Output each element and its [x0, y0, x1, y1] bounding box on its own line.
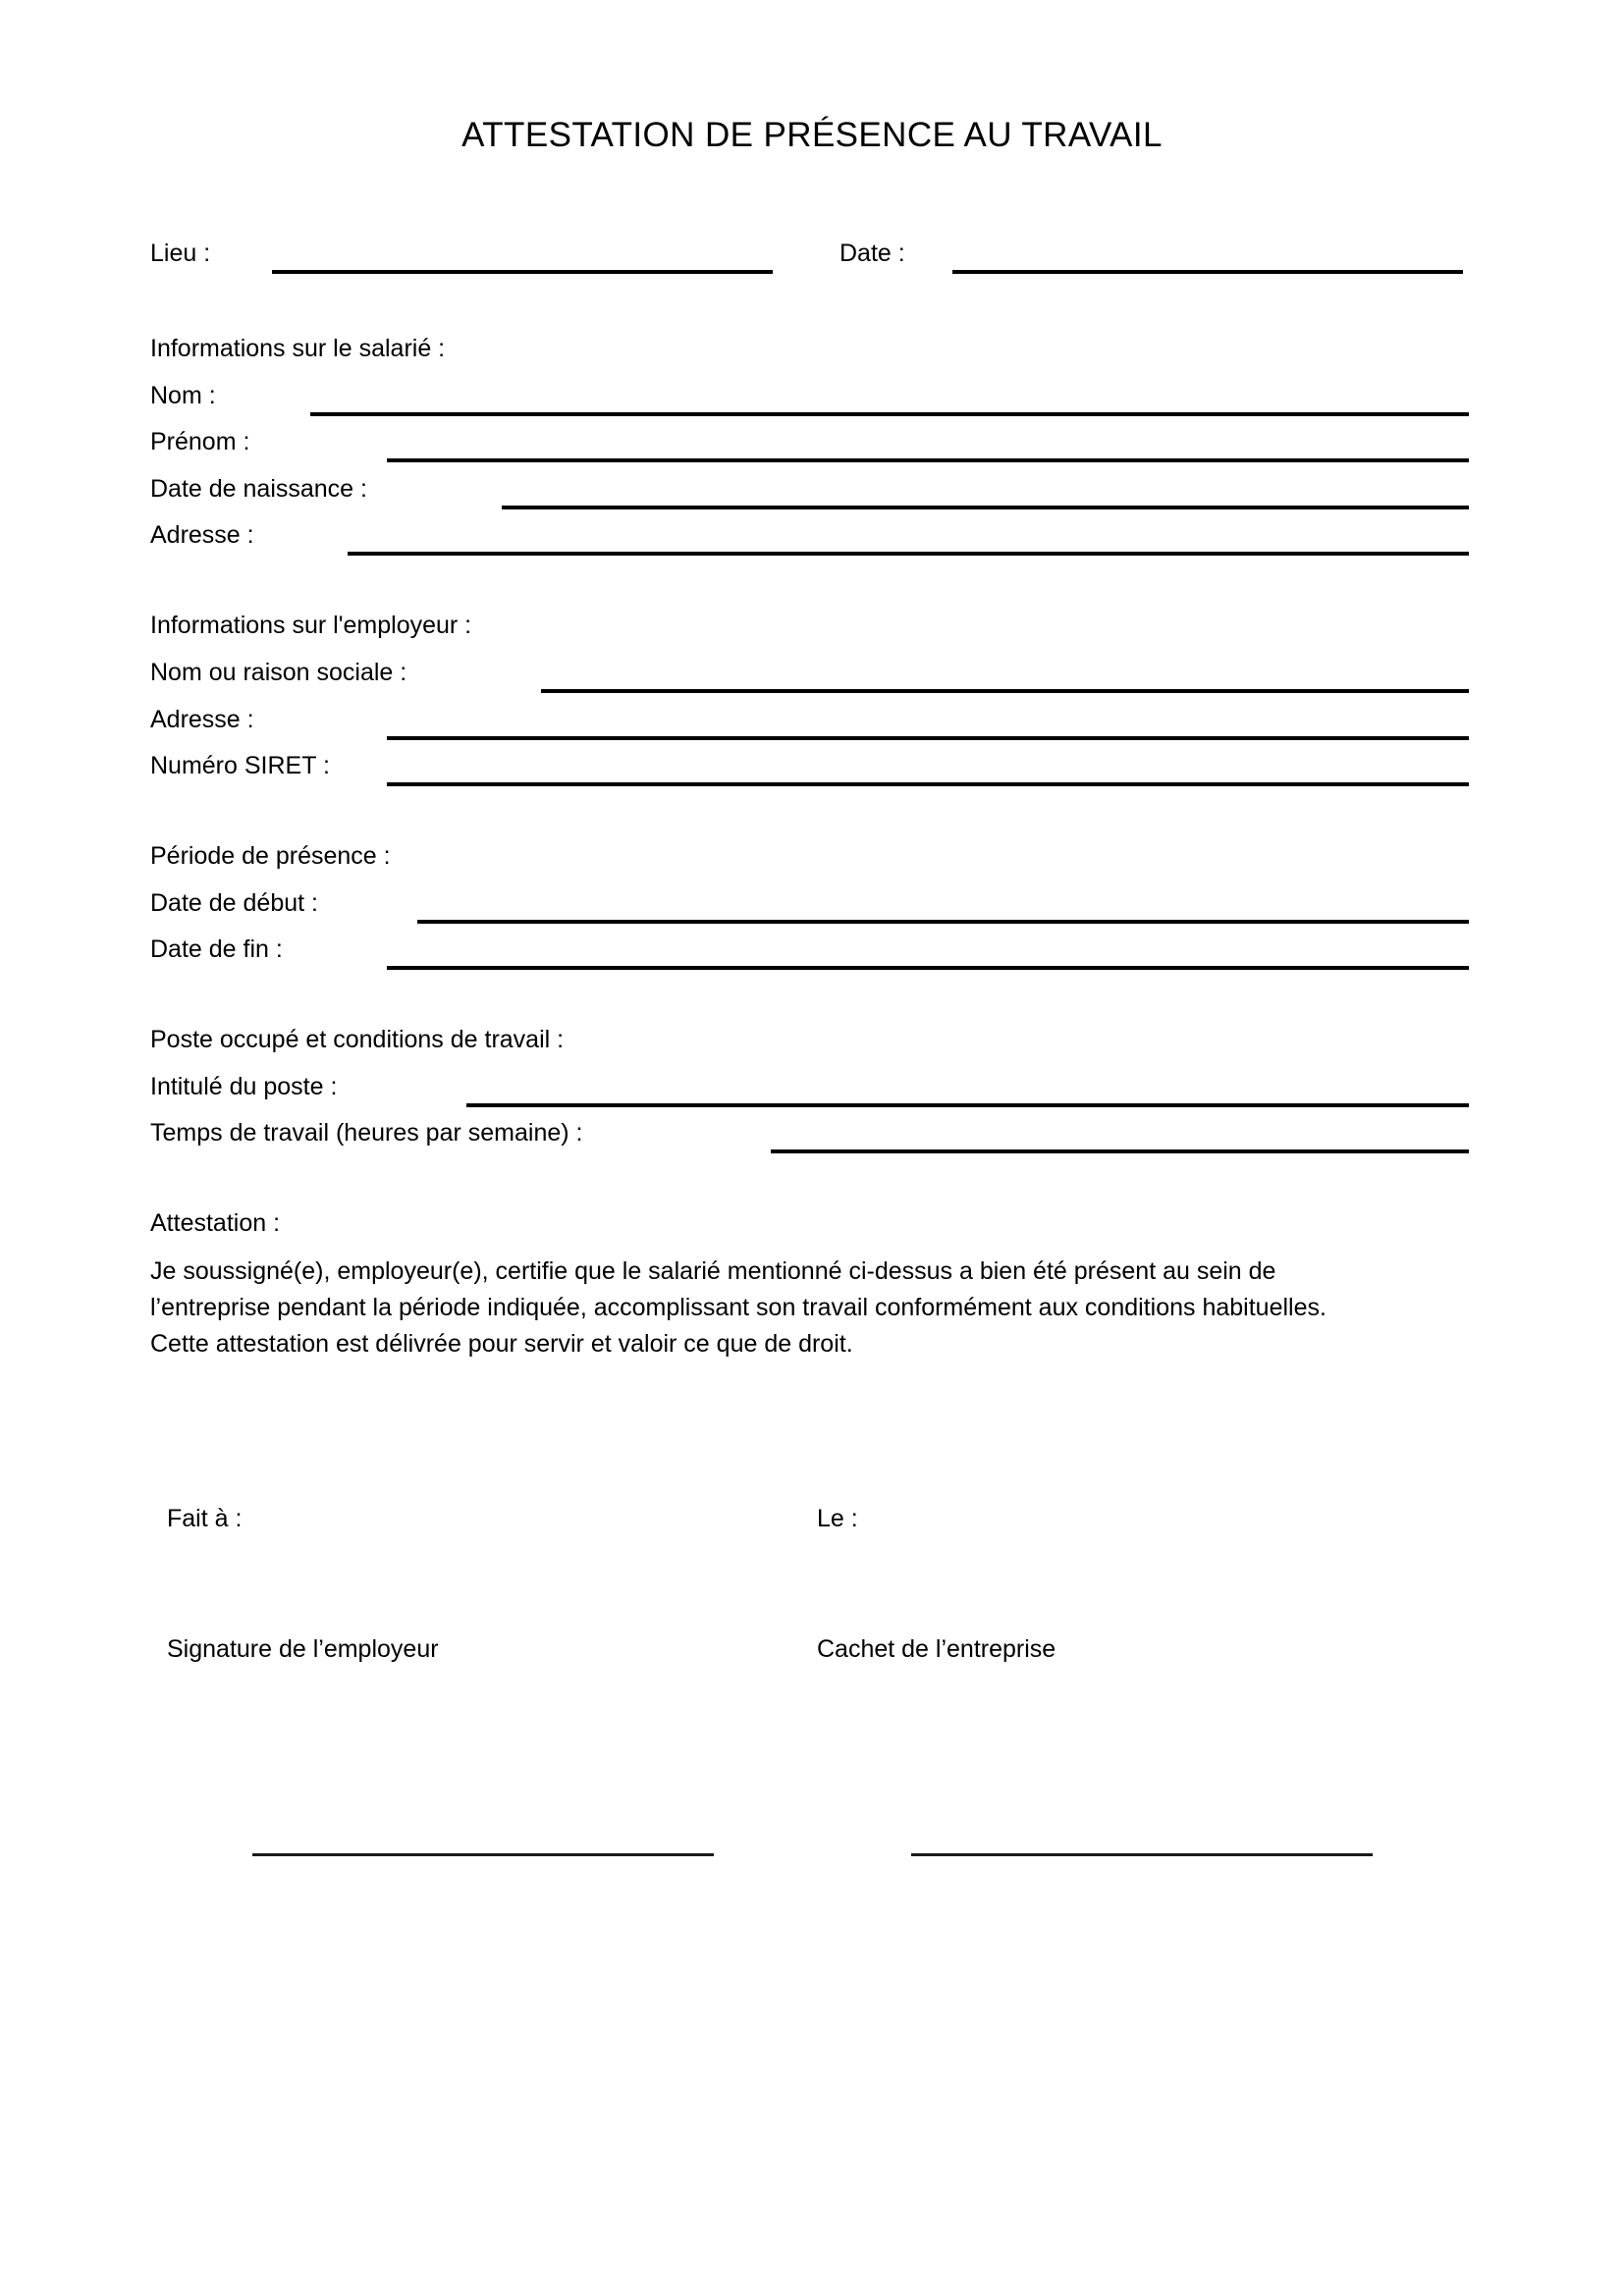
le-label: Le :: [817, 1505, 858, 1532]
employee-birthdate-label: Date de naissance :: [150, 475, 367, 503]
employer-signature-line[interactable]: [252, 1853, 714, 1856]
company-stamp-line[interactable]: [911, 1853, 1373, 1856]
employee-section-heading: Informations sur le salarié :: [150, 335, 446, 362]
employer-signature-label: Signature de l’employeur: [167, 1635, 439, 1663]
attestation-paragraph-line-2: l’entreprise pendant la période indiquée, accomplissant son travail conformément aux conditions habituelles.: [150, 1294, 1326, 1321]
period-section-heading: Période de présence :: [150, 842, 391, 870]
employer-siret-label: Numéro SIRET :: [150, 752, 330, 779]
lieu-input-line[interactable]: [272, 270, 773, 274]
position-title-label: Intitulé du poste :: [150, 1073, 338, 1100]
position-section-heading: Poste occupé et conditions de travail :: [150, 1026, 565, 1053]
lieu-label: Lieu :: [150, 240, 211, 267]
attestation-heading: Attestation :: [150, 1209, 281, 1237]
period-end-label: Date de fin :: [150, 935, 283, 963]
attestation-paragraph-line-1: Je soussigné(e), employeur(e), certifie que le salarié mentionné ci-dessus a bien été présent au sein de: [150, 1257, 1276, 1285]
employee-nom-input-line[interactable]: [310, 412, 1469, 416]
position-hours-label: Temps de travail (heures par semaine) :: [150, 1119, 583, 1147]
period-start-input-line[interactable]: [417, 920, 1469, 924]
page-title: ATTESTATION DE PRÉSENCE AU TRAVAIL: [461, 116, 1163, 154]
attestation-paragraph-line-3: Cette attestation est délivrée pour servir et valoir ce que de droit.: [150, 1330, 853, 1358]
employer-name-input-line[interactable]: [541, 689, 1469, 693]
employee-adresse-input-line[interactable]: [348, 552, 1469, 556]
position-title-input-line[interactable]: [466, 1103, 1469, 1107]
employer-siret-input-line[interactable]: [387, 782, 1469, 786]
employee-birthdate-input-line[interactable]: [502, 506, 1469, 509]
attestation-paragraph: [150, 1254, 1486, 1362]
employee-prenom-label: Prénom :: [150, 428, 250, 455]
employee-nom-label: Nom :: [150, 382, 216, 409]
employee-adresse-label: Adresse :: [150, 521, 254, 549]
employer-section-heading: Informations sur l'employeur :: [150, 612, 472, 639]
date-label: Date :: [839, 240, 905, 267]
fait-a-label: Fait à :: [167, 1505, 243, 1532]
employer-adresse-input-line[interactable]: [387, 736, 1469, 740]
date-input-line[interactable]: [952, 270, 1463, 274]
position-hours-input-line[interactable]: [771, 1149, 1469, 1153]
period-end-input-line[interactable]: [387, 966, 1469, 970]
employee-prenom-input-line[interactable]: [387, 458, 1469, 462]
employer-adresse-label: Adresse :: [150, 706, 254, 733]
employer-name-label: Nom ou raison sociale :: [150, 659, 407, 686]
period-start-label: Date de début :: [150, 889, 318, 917]
company-stamp-label: Cachet de l’entreprise: [817, 1635, 1056, 1663]
